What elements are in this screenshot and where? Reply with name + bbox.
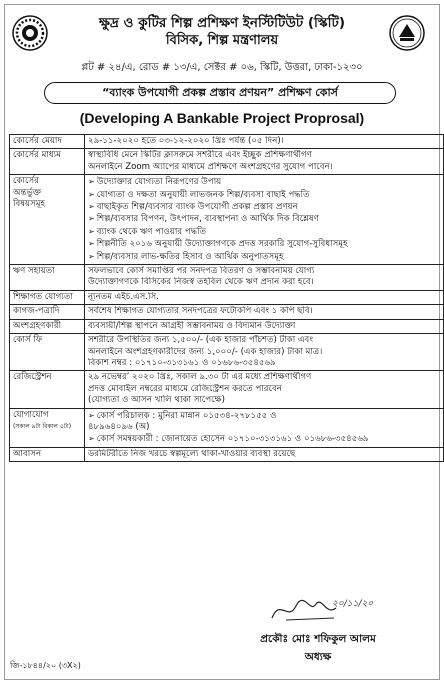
ministry-subtitle: বিসিক, শিল্প মন্ত্রণালয় <box>165 33 279 48</box>
course-banner: “ব্যাংক উপযোগী প্রকল্প প্রস্তাব প্রণয়ন” প্রশিক্ষণ কোর্স <box>44 82 396 104</box>
row-value-line: অনলাইনে Zoom অ্যাপের মাধ্যমে প্রশিক্ষণে অংশগ্রহণের সুযোগ পাবেন। <box>88 161 333 172</box>
row-value-line: (যোগ্যতা ও আসন খালি থাকা সাপেক্ষে) <box>88 395 225 406</box>
table-row-participants <box>10 319 444 333</box>
topic-item: ➢ শিল্প/ব্যবসার লাভ-ক্ষতির হিসাব ও আর্থিক অনুপাতসমূহ <box>88 251 440 263</box>
course-info-table <box>9 134 444 462</box>
row-label-line: কোর্সের <box>13 176 39 187</box>
row-label: আবাসন <box>10 447 85 461</box>
table-row-documents <box>10 305 444 319</box>
contact-line: ৪৮৯৬৪০৯৬ (অ) <box>88 421 150 432</box>
table-row-registration <box>10 371 444 408</box>
table-row-contact <box>10 408 444 447</box>
contact-hours-note: (সকাল ৯টা বিকাল ৫টা) <box>13 422 72 430</box>
row-label: শিক্ষাগত যোগ্যতা <box>10 290 85 304</box>
table-row-duration <box>10 135 444 149</box>
row-value-line: প্রদত্ত মোবাইল নম্বরের মাধ্যমে রেজিস্ট্রেশন করতে পারবেন <box>88 383 282 394</box>
row-label: রেজিস্ট্রেশন <box>10 371 85 408</box>
row-label: কাগজ-পত্রাদি <box>10 305 85 319</box>
topic-item: ➢ যোগ্যতা ও দক্ষতা অনুযায়ী লাভজনক শিল্প/ব্যবসা বাছাই পদ্ধতি <box>88 189 440 201</box>
topic-item: ➢ শিল্প/ব্যবসার বিপণন, উৎপাদন, ব্যবস্থাপনা ও আর্থিক দিক বিশ্লেষণ <box>88 213 440 225</box>
bscic-logo-icon <box>389 15 425 51</box>
table-row-accommodation <box>10 447 444 461</box>
row-label: কোর্সের মেয়াদ <box>10 135 85 149</box>
row-label: অংশগ্রহণকারী <box>10 319 85 333</box>
signatory-name: প্রকৌঃ মোঃ শফিকুল আলম <box>260 633 376 645</box>
table-row-fee <box>10 334 444 371</box>
table-row-education <box>10 290 444 304</box>
contact-line: ➢ কোর্স সমন্বয়কারী : জোনায়েত হোসেন ০১৭১০-৩১৩১৬১ ও ০১৬৮৬-৩৫৪৫৬৯ <box>88 433 440 445</box>
row-label: ঋণ সহায়তা <box>10 265 85 291</box>
row-label-line: বিষয়সমূহ <box>13 199 46 210</box>
row-value: ন্যূনতম এইচ.এস.সি. <box>88 291 159 302</box>
table-row-loan <box>10 265 444 291</box>
row-value: ব্যবসায়ী/শিল্প স্থাপনে আগ্রহী সম্ভাবনাময় ও বিদ্যমান উদ্যোক্তা <box>88 320 296 331</box>
row-label: কোর্স ফি <box>10 334 85 371</box>
row-value-line: স্বাস্থ্যবিধি মেনে স্কিটির ক্লাসরুমে সশরীরে এবং ইচ্ছুক প্রশিক্ষণার্থীগণ <box>88 150 312 161</box>
topic-item: ➢ শিল্পনীতি ২০১৬ অনুযায়ী উদ্যোক্তাগণকে প্রদত্ত সরকারি সুযোগ-সুবিধাসমূহ <box>88 238 440 250</box>
contact-line: ➢ কোর্স পরিচালক : মুনিরা মান্নান ০১৫৩৪-২৭৮১৫৫ ও <box>88 410 440 422</box>
topic-item: ➢ ব্যাংক থেকে ঋণ পাওয়ার পদ্ধতি <box>88 226 440 238</box>
table-row-topics <box>10 175 444 265</box>
row-value-line: সফলভাবে কোর্স সমাপ্তির পর সনদপত্র বিতরণ ও সম্ভাবনাময় যোগ্য <box>88 266 315 277</box>
row-value-line: অনলাইনে অংশগ্রহণকারীদের জন্য ১,০০০/- (এক হাজার) টাকা মাত্র। <box>88 346 323 357</box>
row-label: কোর্সের মাধ্যম <box>10 149 85 175</box>
row-value-line: উদ্যোক্তাগণকে বিসিকের নিজস্ব তহবিল থেকে ঋণ প্রদান করা হবে। <box>88 277 314 288</box>
sciti-logo-icon <box>12 15 48 51</box>
institute-title: ক্ষুদ্র ও কুটির শিল্প প্রশিক্ষণ ইনস্টিটিউট (স্কিটি) <box>98 15 346 31</box>
row-value: সর্বশেষ শিক্ষাগত যোগ্যতার সনদপত্রের ফটোকপি এবং ১ কপি ছবি। <box>88 306 313 317</box>
table-row-medium <box>10 149 444 175</box>
course-english-title: (Developing A Bankable Project Proprosal) <box>79 110 365 126</box>
institute-address: প্লট # ২৪/এ, রোড # ১৩/এ, সেক্টর # ০৬, স্কিটি, উত্তরা, ঢাকা-১২৩০ <box>81 62 363 73</box>
row-label: যোগাযোগ <box>13 409 49 420</box>
reference-number: জি-১৮৪৪/২০ (৩X২) <box>10 661 81 670</box>
signature-date: ২০/১১/২০ <box>332 599 374 609</box>
row-value-line: ২৯ নভেম্বর’ ২০২০ খ্রিঃ, সকাল ৯.৩০ টা এর মধ্যে প্রশিক্ষণার্থীগণ <box>88 372 312 383</box>
signature-icon <box>266 592 376 626</box>
row-value-line: সশরীরে উপস্থিতির জন্য ১,৫০০/- (এক হাজার পাঁচশত) টাকা এবং <box>88 335 314 346</box>
topic-item: ➢ বাছাইকৃত শিল্প/ব্যবসার ব্যাংক উপযোগী প্রকল্প প্রস্তাব প্রণয়ন <box>88 201 440 213</box>
signatory-title: অধ্যক্ষ <box>304 651 332 663</box>
row-value: ২৯-১১-২০২০ হতে ০৩-১২-২০২০ খ্রিঃ পর্যন্ত (০৫ দিন)। <box>88 136 284 146</box>
bkash-number: বিকাশ নম্বর : ০১৭১০-৩১৩১৬১ ও ০১৬৮৬-৩৫৪৫৬৯ <box>88 357 276 368</box>
topic-item: ➢ উদ্যোক্তার যোগ্যতা নিরূপণের উপায় <box>88 176 440 188</box>
row-value: ডরমিটরীতে নিজ খরচে স্বল্পমূল্যে থাকা-খাওয়ার ব্যবস্থা রয়েছে <box>88 448 296 459</box>
row-label-line: অন্তর্ভুক্ত <box>13 187 42 198</box>
